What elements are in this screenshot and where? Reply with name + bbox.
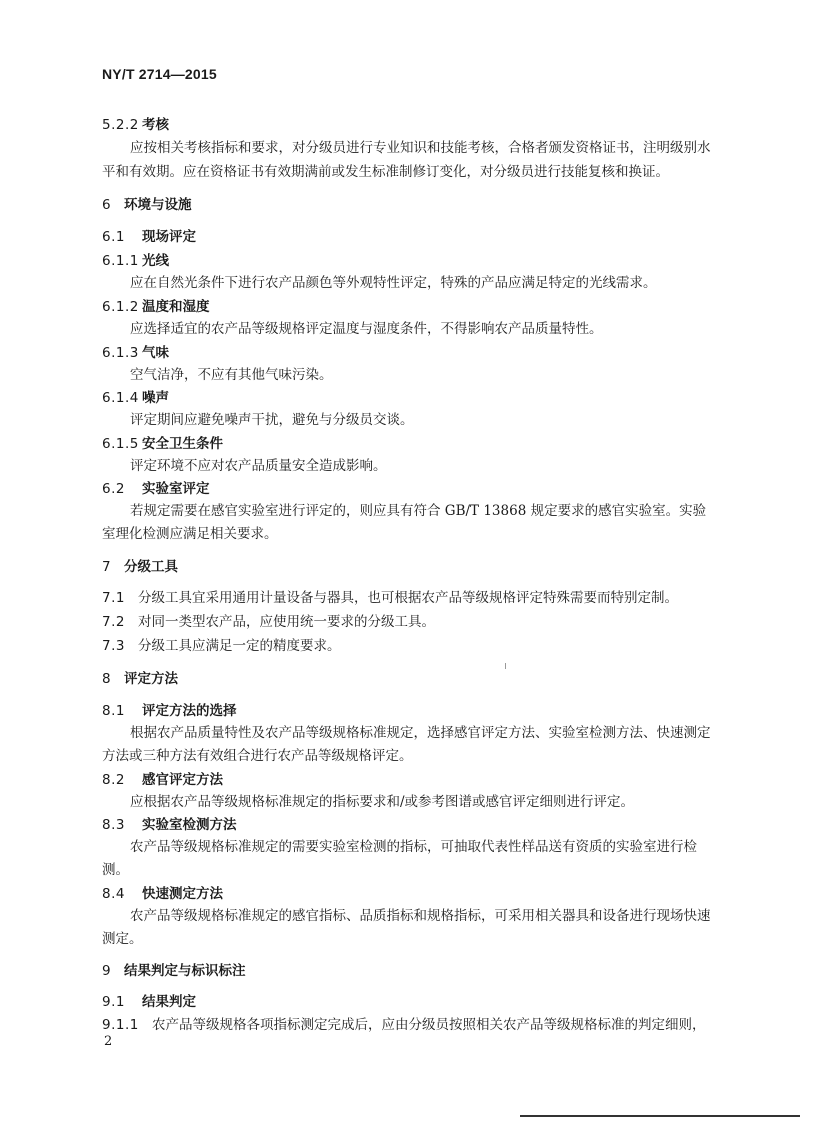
clause-text: 对同一类型农产品，应使用统一要求的分级工具。 [138, 614, 435, 630]
page-number: 2 [104, 1034, 113, 1049]
clause-9-1-heading [102, 990, 196, 1010]
clause-6-1-heading [102, 225, 196, 245]
clause-title: 温度和湿度 [142, 299, 210, 315]
footer-rule [520, 1115, 800, 1117]
clause-title: 结果判定 [142, 994, 196, 1010]
clause-9-1-1 [102, 1013, 706, 1033]
clause-6-1-2-heading [102, 295, 210, 315]
paragraph: 应按相关考核指标和要求，对分级员进行专业知识和技能考核，合格者颁发资格证书，注明级别水 [130, 140, 711, 156]
paragraph-continuation: 测。 [102, 862, 129, 878]
clause-number: 5.2.2 [102, 117, 139, 133]
scan-artifact [505, 663, 506, 669]
section-title: 评定方法 [124, 671, 178, 687]
section-title: 环境与设施 [124, 197, 192, 213]
clause-7-2 [102, 610, 435, 630]
clause-title: 实验室评定 [142, 481, 210, 497]
paragraph: 若规定需要在感官实验室进行评定的，则应具有符合 GB/T 13868 规定要求的感官实验室。实验 [130, 503, 707, 519]
section-number: 9 [102, 963, 111, 979]
clause-6-2-heading [102, 477, 210, 497]
section-number: 8 [102, 671, 111, 687]
section-9-heading [102, 959, 246, 979]
paragraph-continuation: 方法或三种方法有效组合进行农产品等级规格评定。 [102, 748, 413, 764]
section-8-heading [102, 667, 178, 687]
clause-title: 安全卫生条件 [142, 436, 223, 452]
clause-7-3 [102, 634, 341, 654]
section-number: 6 [102, 197, 111, 213]
clause-7-1 [102, 586, 678, 606]
paragraph: 根据农产品质量特性及农产品等级规格标准规定，选择感官评定方法、实验室检测方法、快速测定 [130, 725, 711, 741]
clause-number: 6.2 [102, 481, 125, 497]
clause-title: 光线 [142, 253, 169, 269]
clause-number: 8.1 [102, 703, 125, 719]
clause-text: 农产品等级规格各项指标测定完成后，应由分级员按照相关农产品等级规格标准的判定细则， [152, 1017, 706, 1033]
clause-number: 6.1.5 [102, 436, 139, 452]
clause-title: 考核 [142, 117, 169, 133]
paragraph: 评定期间应避免噪声干扰，避免与分级员交谈。 [130, 412, 414, 428]
paragraph-continuation: 室理化检测应满足相关要求。 [102, 526, 278, 542]
section-6-heading [102, 193, 192, 213]
clause-6-1-5-heading [102, 432, 223, 452]
clause-title: 实验室检测方法 [142, 817, 237, 833]
paragraph: 农产品等级规格标准规定的需要实验室检测的指标，可抽取代表性样品送有资质的实验室进行检 [130, 839, 697, 855]
clause-8-3-heading [102, 813, 237, 833]
clause-8-1-heading [102, 699, 237, 719]
clause-6-1-4-heading [102, 386, 169, 406]
paragraph: 农产品等级规格标准规定的感官指标、品质指标和规格指标，可采用相关器具和设备进行现场快速 [130, 908, 711, 924]
section-title: 结果判定与标识标注 [124, 963, 246, 979]
clause-title: 现场评定 [142, 229, 196, 245]
standard-code-header: NY/T 2714—2015 [102, 66, 217, 82]
clause-number: 6.1.4 [102, 390, 139, 406]
clause-number: 8.2 [102, 772, 125, 788]
section-title: 分级工具 [124, 559, 178, 575]
clause-title: 感官评定方法 [142, 772, 223, 788]
clause-number: 7.2 [102, 614, 125, 630]
paragraph: 应在自然光条件下进行农产品颜色等外观特性评定，特殊的产品应满足特定的光线需求。 [130, 275, 657, 291]
clause-title: 噪声 [142, 390, 169, 406]
clause-text: 分级工具应满足一定的精度要求。 [138, 638, 341, 654]
clause-title: 快速测定方法 [142, 886, 223, 902]
clause-5-2-2-heading [102, 113, 169, 133]
paragraph: 应根据农产品等级规格标准规定的指标要求和/或参考图谱或感官评定细则进行评定。 [130, 794, 635, 810]
section-number: 7 [102, 559, 111, 575]
paragraph: 评定环境不应对农产品质量安全造成影响。 [130, 458, 387, 474]
clause-number: 7.1 [102, 590, 125, 606]
clause-number: 8.4 [102, 886, 125, 902]
clause-number: 9.1.1 [102, 1017, 139, 1033]
clause-number: 6.1.1 [102, 253, 139, 269]
clause-text: 分级工具宜采用通用计量设备与器具，也可根据农产品等级规格评定特殊需要而特别定制。 [138, 590, 678, 606]
clause-number: 8.3 [102, 817, 125, 833]
clause-title: 评定方法的选择 [142, 703, 237, 719]
paragraph-continuation: 测定。 [102, 931, 143, 947]
clause-number: 6.1.2 [102, 299, 139, 315]
clause-6-1-3-heading [102, 341, 169, 361]
paragraph: 应选择适宜的农产品等级规格评定温度与湿度条件，不得影响农产品质量特性。 [130, 321, 603, 337]
paragraph-continuation: 平和有效期。应在资格证书有效期满前或发生标准制修订变化，对分级员进行技能复核和换证。 [102, 164, 669, 180]
clause-number: 9.1 [102, 994, 125, 1010]
clause-title: 气味 [142, 345, 169, 361]
section-7-heading [102, 555, 178, 575]
clause-number: 6.1.3 [102, 345, 139, 361]
clause-number: 6.1 [102, 229, 125, 245]
clause-number: 7.3 [102, 638, 125, 654]
clause-8-4-heading [102, 882, 223, 902]
clause-6-1-1-heading [102, 249, 169, 269]
paragraph: 空气洁净，不应有其他气味污染。 [130, 367, 333, 383]
clause-8-2-heading [102, 768, 223, 788]
